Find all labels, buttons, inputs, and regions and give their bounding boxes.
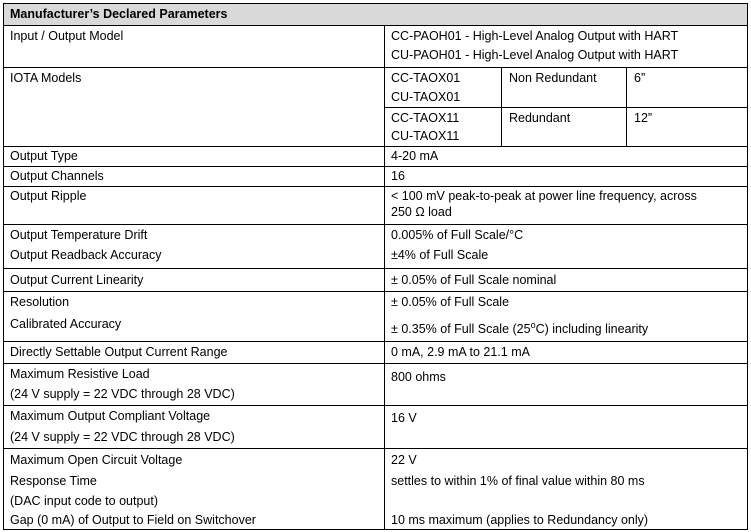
table-header-title: Manufacturer’s Declared Parameters bbox=[10, 7, 228, 21]
row-label: Output Ripple bbox=[10, 189, 87, 203]
degree-sup: o bbox=[530, 320, 536, 330]
row-value: 16 bbox=[391, 169, 405, 183]
table-row bbox=[4, 26, 747, 68]
row-label-cell bbox=[4, 225, 385, 268]
row-label: Output Channels bbox=[10, 169, 104, 183]
table-row bbox=[4, 147, 747, 167]
iota-redundancy: Non Redundant bbox=[509, 71, 597, 85]
row-label: (24 V supply = 22 VDC through 28 VDC) bbox=[10, 430, 235, 444]
iota-model: CU-TAOX11 bbox=[391, 129, 460, 143]
row-value-cell bbox=[385, 26, 747, 67]
row-label: Response Time bbox=[10, 474, 97, 488]
table-row bbox=[4, 68, 747, 147]
row-value-cell bbox=[385, 292, 747, 341]
row-value: 0.005% of Full Scale/°C bbox=[391, 228, 524, 242]
divider bbox=[385, 107, 747, 108]
row-label: Calibrated Accuracy bbox=[10, 317, 122, 331]
row-value: 250 Ω load bbox=[391, 205, 452, 219]
row-value: 16 V bbox=[391, 411, 417, 425]
row-value: settles to within 1% of final value within 80 ms bbox=[391, 474, 645, 488]
row-label-cell bbox=[4, 147, 385, 166]
table-row bbox=[4, 225, 747, 269]
row-value-cell bbox=[385, 364, 747, 405]
table-header bbox=[4, 4, 747, 26]
table-row bbox=[4, 342, 747, 364]
row-label: Directly Settable Output Current Range bbox=[10, 345, 228, 359]
row-value-cell bbox=[385, 167, 747, 186]
row-value: 22 V bbox=[391, 453, 417, 467]
row-label-cell bbox=[4, 187, 385, 224]
iota-subtable bbox=[385, 68, 747, 146]
row-label-cell bbox=[4, 449, 385, 529]
row-value: 800 ohms bbox=[391, 370, 446, 384]
row-value: ±4% of Full Scale bbox=[391, 248, 489, 262]
row-label-cell bbox=[4, 364, 385, 405]
row-label: Resolution bbox=[10, 295, 70, 309]
row-label: Input / Output Model bbox=[10, 29, 124, 43]
table-row bbox=[4, 292, 747, 342]
row-value-cell bbox=[385, 406, 747, 448]
row-value: ± 0.05% of Full Scale nominal bbox=[391, 273, 557, 287]
iota-model: CC-TAOX11 bbox=[391, 111, 460, 125]
row-value-cell bbox=[385, 187, 747, 224]
row-label: Maximum Resistive Load bbox=[10, 367, 150, 381]
row-value: < 100 mV peak-to-peak at power line frequency, across bbox=[391, 189, 697, 203]
iota-model: CU-TAOX01 bbox=[391, 90, 461, 104]
row-label-cell bbox=[4, 342, 385, 363]
table-row bbox=[4, 449, 747, 529]
row-label: IOTA Models bbox=[10, 71, 82, 85]
row-value bbox=[391, 322, 648, 337]
row-value: CU-PAOH01 - High-Level Analog Output with HART bbox=[391, 48, 679, 62]
row-label-cell bbox=[4, 68, 385, 146]
row-label-cell bbox=[4, 26, 385, 67]
value-text: C) including linearity bbox=[535, 322, 649, 336]
row-value-cell bbox=[385, 342, 747, 363]
table-row bbox=[4, 167, 747, 187]
iota-redundancy: Redundant bbox=[509, 111, 571, 125]
iota-size: 12” bbox=[634, 111, 653, 125]
row-label: Output Readback Accuracy bbox=[10, 248, 162, 262]
row-label: Output Current Linearity bbox=[10, 273, 144, 287]
row-value: 0 mA, 2.9 mA to 21.1 mA bbox=[391, 345, 530, 359]
row-value-cell bbox=[385, 449, 747, 529]
row-label-cell bbox=[4, 269, 385, 291]
row-label: Output Type bbox=[10, 149, 78, 163]
row-value: ± 0.05% of Full Scale bbox=[391, 295, 510, 309]
row-label: Gap (0 mA) of Output to Field on Switchover bbox=[10, 513, 256, 527]
row-label: Maximum Output Compliant Voltage bbox=[10, 409, 211, 423]
value-text: ± 0.35% of Full Scale (25 bbox=[391, 322, 531, 336]
row-label-cell bbox=[4, 406, 385, 448]
row-label: Maximum Open Circuit Voltage bbox=[10, 453, 183, 467]
row-value: 10 ms maximum (applies to Redundancy only) bbox=[391, 513, 649, 527]
row-value-cell bbox=[385, 269, 747, 291]
table-row bbox=[4, 269, 747, 292]
row-value-cell bbox=[385, 225, 747, 268]
row-label: Output Temperature Drift bbox=[10, 228, 148, 242]
row-value-cell bbox=[385, 147, 747, 166]
row-label: (DAC input code to output) bbox=[10, 494, 158, 508]
table-row bbox=[4, 364, 747, 406]
row-label-cell bbox=[4, 292, 385, 341]
iota-model: CC-TAOX01 bbox=[391, 71, 461, 85]
iota-size: 6” bbox=[634, 71, 646, 85]
parameters-table bbox=[3, 3, 748, 530]
row-label: (24 V supply = 22 VDC through 28 VDC) bbox=[10, 387, 235, 401]
row-value: 4-20 mA bbox=[391, 149, 439, 163]
row-label-cell bbox=[4, 167, 385, 186]
table-row bbox=[4, 406, 747, 449]
row-value: CC-PAOH01 - High-Level Analog Output with HART bbox=[391, 29, 679, 43]
table-row bbox=[4, 187, 747, 225]
